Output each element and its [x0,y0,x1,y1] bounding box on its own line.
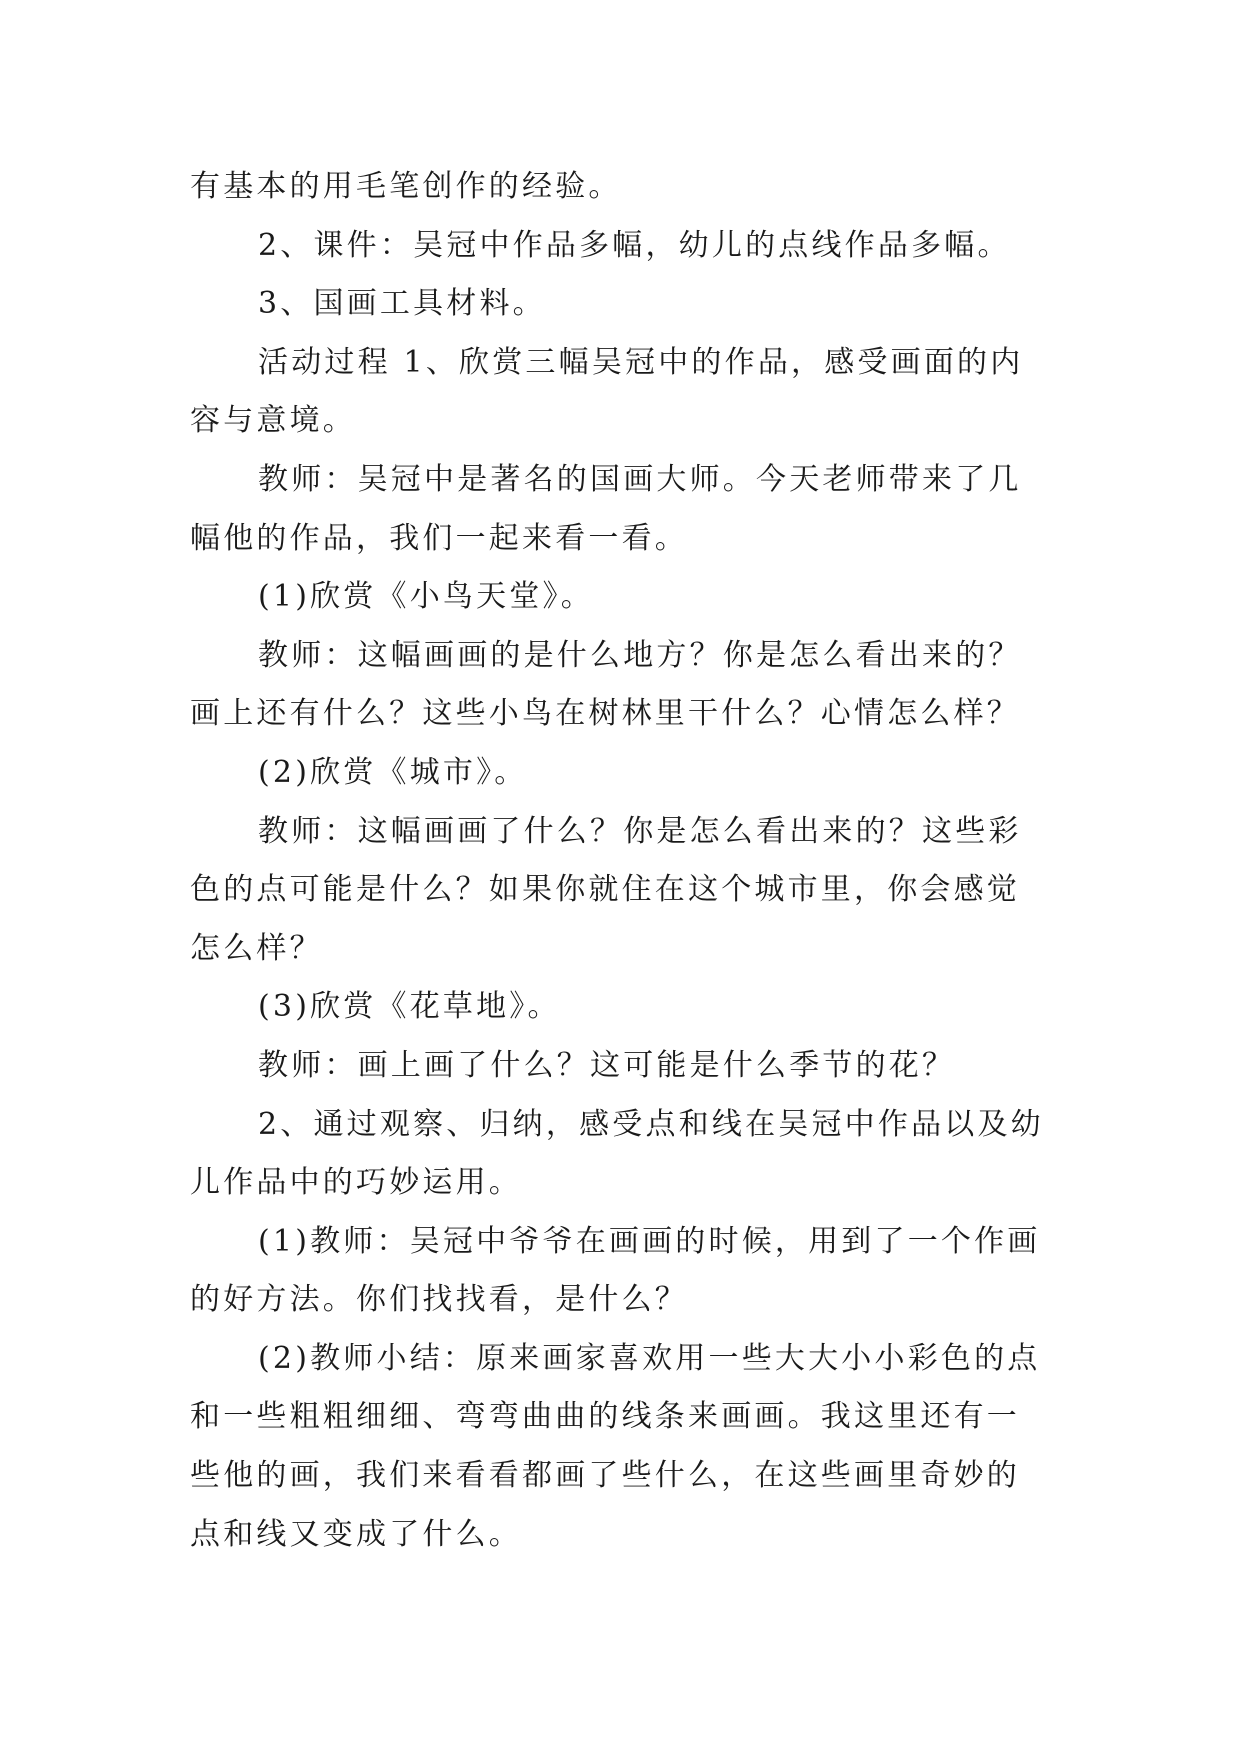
paragraph-appreciate-bird-paradise: (1)欣赏《小鸟天堂》。 [258,579,594,615]
document-body [190,158,1050,1564]
paragraph-observe-summarize: 2、通过观察、归纳，感受点和线在吴冠中作品以及幼儿作品中的巧妙运用。 [190,1106,1044,1201]
paragraph-teacher-method: (1)教师：吴冠中爷爷在画画的时候，用到了一个作画的好方法。你们找找看，是什么？ [190,1223,1041,1318]
paragraph-teacher-intro: 教师：吴冠中是著名的国画大师。今天老师带来了几幅他的作品，我们一起来看一看。 [190,461,1022,556]
paragraph-materials: 3、国画工具材料。 [258,286,546,322]
paragraph-courseware: 2、课件：吴冠中作品多幅，幼儿的点线作品多幅。 [258,227,1011,263]
paragraph-experience: 有基本的用毛笔创作的经验。 [190,169,622,204]
paragraph-appreciate-city: (2)欣赏《城市》。 [258,754,528,790]
paragraph-activity-process: 活动过程 1、欣赏三幅吴冠中的作品，感受画面的内容与意境。 [190,344,1024,439]
paragraph-teacher-question-2: 教师：这幅画画了什么？你是怎么看出来的？这些彩色的点可能是什么？如果你就住在这个城市里，你会感觉怎么样？ [190,813,1022,966]
paragraph-teacher-summary: (2)教师小结：原来画家喜欢用一些大大小小彩色的点和一些粗粗细细、弯弯曲曲的线条来画画。我这里还有一些他的画，我们来看看都画了些什么，在这些画里奇妙的点和线又变成了什么。 [190,1340,1041,1552]
paragraph-teacher-question-3: 教师：画上画了什么？这可能是什么季节的花？ [258,1047,956,1083]
paragraph-teacher-question-1: 教师：这幅画画的是什么地方？你是怎么看出来的？画上还有什么？这些小鸟在树林里干什么？心情怎么样？ [190,637,1022,732]
paragraph-appreciate-flower-grass: (3)欣赏《花草地》。 [258,989,561,1025]
